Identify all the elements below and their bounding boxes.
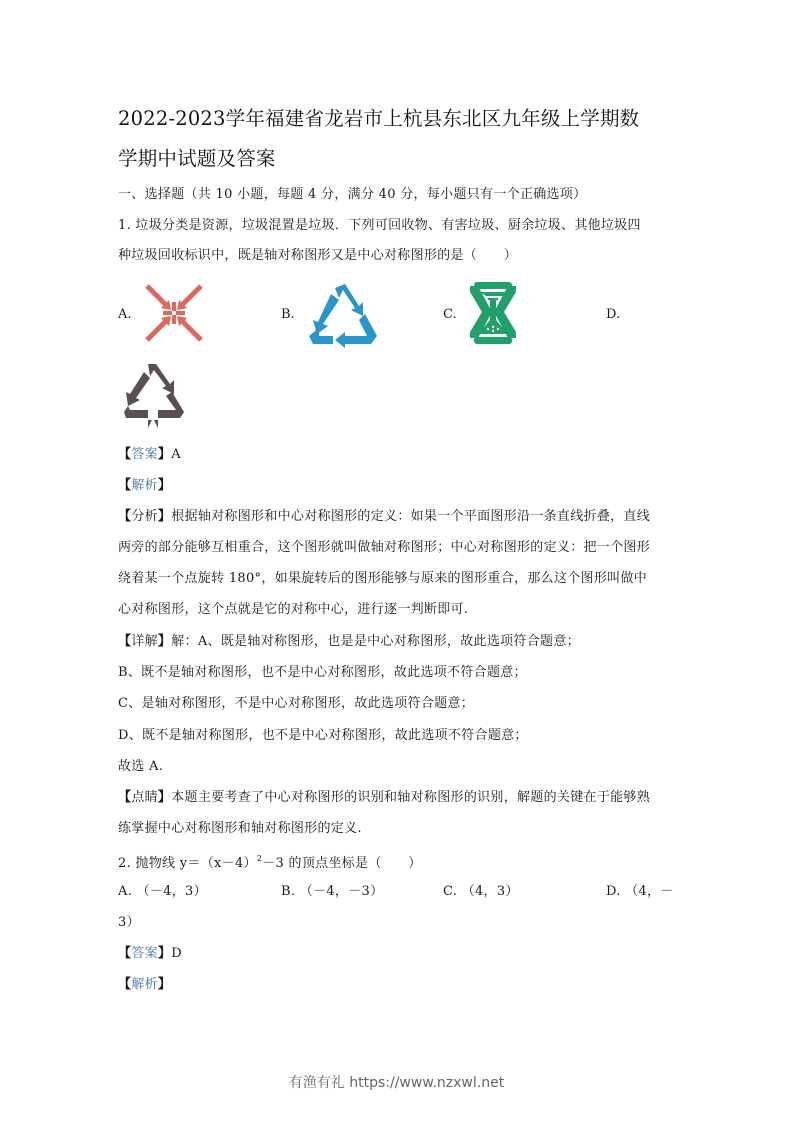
xiangjie-tag: 详解 bbox=[131, 634, 158, 649]
q2-answer: 【答案】D bbox=[118, 946, 182, 961]
answer-tag: 答案 bbox=[131, 447, 158, 462]
q1-dianjing-line1: 【点睛】本题主要考查了中心对称图形的识别和轴对称图形的识别，解题的关键在于能够熟 bbox=[118, 790, 651, 805]
analysis-tag: 解析 bbox=[131, 977, 158, 992]
q2-stem: 2. 抛物线 $y=(x-4)^2-3$ 的顶点坐标是（ ） bbox=[118, 854, 422, 871]
q1-option-b-label: B. bbox=[281, 307, 295, 322]
fenxi-tag: 分析 bbox=[131, 509, 158, 524]
q2-option-c: C. （4，3） bbox=[443, 884, 519, 899]
document-title-line1: 2022-2023学年福建省龙岩市上杭县东北区九年级上学期数 bbox=[118, 107, 640, 130]
hourglass-icon bbox=[466, 280, 520, 346]
footer-watermark: 有渔有礼 https://www.nzxwl.net bbox=[288, 1075, 505, 1091]
analysis-tag: 解析 bbox=[131, 478, 158, 493]
q1-xiangjie-line4: D、既不是轴对称图形，也不是中心对称图形，故此选项不符合题意； bbox=[118, 728, 528, 743]
q1-option-a-label: A. bbox=[118, 307, 132, 322]
q1-option-d-label: D. bbox=[606, 307, 621, 322]
q1-fenxi-line2: 两旁的部分能够互相重合，这个图形就叫做轴对称图形；中心对称图形的定义：把一个图形 bbox=[118, 540, 651, 555]
q1-analysis-heading: 【解析】 bbox=[118, 478, 172, 493]
dianjing-tag: 点睛 bbox=[131, 790, 158, 805]
document-title-line2: 学期中试题及答案 bbox=[118, 147, 276, 170]
q1-answer: 【答案】A bbox=[118, 447, 181, 462]
q2-option-d-wrap: 3） bbox=[118, 915, 140, 930]
answer-value: D bbox=[171, 946, 182, 961]
q1-xiangjie-line5: 故选 A. bbox=[118, 759, 164, 774]
q1-xiangjie-line3: C、是轴对称图形，不是中心对称图形，故此选项符合题意； bbox=[118, 696, 475, 711]
q1-option-c-label: C. bbox=[443, 307, 457, 322]
q2-option-a: A. （－4，3） bbox=[118, 884, 207, 899]
q1-xiangjie-line2: B、既不是轴对称图形，也不是中心对称图形，故此选项不符合题意； bbox=[118, 665, 527, 680]
q1-fenxi-line1: 【分析】根据轴对称图形和中心对称图形的定义：如果一个平面图形沿一条直线折叠，直线 bbox=[118, 509, 651, 524]
section-heading: 一、选择题（共 10 小题，每题 4 分，满分 40 分，每小题只有一个正确选项） bbox=[118, 187, 587, 202]
answer-tag: 答案 bbox=[131, 946, 158, 961]
q2-option-d: D. （4，－ bbox=[606, 884, 674, 899]
q1-fenxi-line4: 心对称图形，这个点就是它的对称中心，进行逐一判断即可. bbox=[118, 602, 469, 617]
other-waste-recycle-icon bbox=[120, 362, 186, 430]
q1-dianjing-line2: 练掌握中心对称图形和轴对称图形的定义. bbox=[118, 821, 362, 836]
answer-value: A bbox=[171, 447, 181, 462]
recycle-triangle-icon bbox=[305, 282, 379, 348]
q2-analysis-heading: 【解析】 bbox=[118, 977, 172, 992]
q1-fenxi-line3: 绕着某一个点旋转 180°，如果旋转后的图形能够与原来的图形重合，那么这个图形叫做中 bbox=[118, 571, 648, 586]
q1-stem-line1: 1. 垃圾分类是资源，垃圾混置是垃圾．下列可回收物、有害垃圾、厨余垃圾、其他垃圾四 bbox=[118, 218, 641, 233]
q1-stem-line2: 种垃圾回收标识中，既是轴对称图形又是中心对称图形的是（ ） bbox=[118, 248, 518, 263]
q1-xiangjie-line1: 【详解】解：A、既是轴对称图形，也是是中心对称图形，故此选项符合题意； bbox=[118, 634, 580, 649]
inward-arrows-x-icon bbox=[143, 282, 205, 344]
q2-option-b: B. （－4，－3） bbox=[281, 884, 384, 899]
